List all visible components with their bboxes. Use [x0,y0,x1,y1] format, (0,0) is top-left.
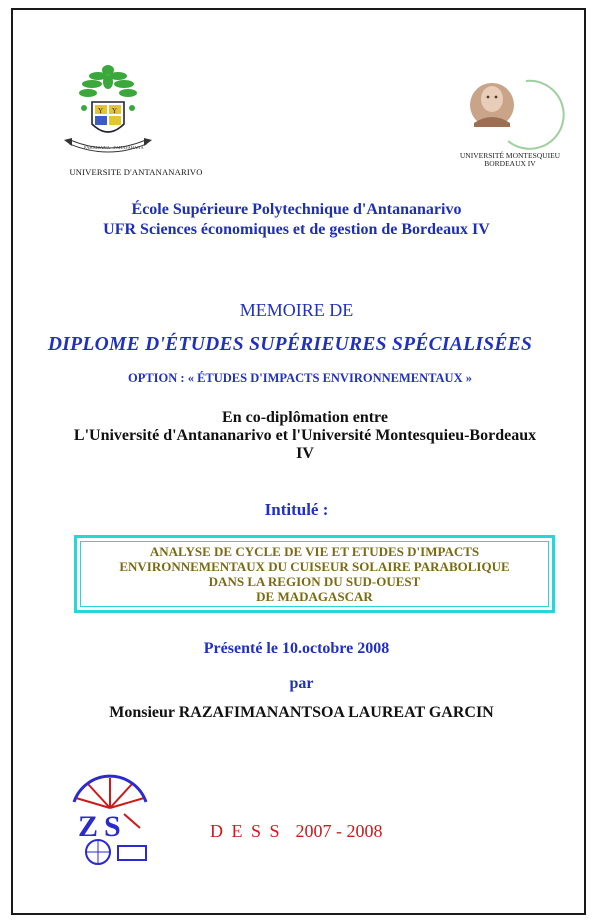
svg-text:Z: Z [78,810,99,843]
university-right-caption [445,152,575,168]
diplome-heading: DIPLOME D'ÉTUDES SUPÉRIEURES SPÉCIALISÉES [47,334,533,355]
dess-years: 2007 - 2008 [295,821,383,841]
codiplomation-line-1: En co-diplômation entre [222,409,388,426]
memoire-heading: MEMOIRE DE [239,300,354,320]
dess-line [210,821,383,842]
svg-text:Y: Y [112,107,118,115]
presentation-date: Présenté le 10.octobre 2008 [203,640,390,657]
montesquieu-portrait-icon [440,75,580,150]
intitule-label: Intitulé : [264,500,329,519]
thesis-title-line-3: DANS LA REGION DU SUD-OUEST [208,574,421,589]
codiplomation-line-3: IV [296,445,314,462]
dess-label: D E S S [210,821,282,841]
svg-text:Y: Y [98,107,104,115]
university-left-caption: UNIVERSITE D'ANTANANARIVO [69,167,203,177]
svg-text:S: S [104,810,121,843]
university-antananarivo-seal-icon [62,62,212,167]
school-line-1: École Supérieure Polytechnique d'Antananarivo [131,201,462,218]
author-name: Monsieur RAZAFIMANANTSOA LAUREAT GARCIN [109,704,494,721]
espa-logo-icon [66,772,154,868]
thesis-title-line-2: ENVIRONNEMENTAUX DU CUISEUR SOLAIRE PARABOLIQUE [119,559,510,574]
school-line-2: UFR Sciences économiques et de gestion de Bordeaux IV [103,221,490,238]
codiplomation-line-2: L'Université d'Antananarivo et l'Université Montesquieu-Bordeaux [73,427,537,444]
option-line: OPTION : « ÉTUDES D'IMPACTS ENVIRONNEMENTAUX » [127,371,472,385]
university-right-caption-line2: BORDEAUX IV [484,159,536,168]
school-names [0,200,593,240]
thesis-title [77,544,552,604]
university-right-caption-line1: UNIVERSITÉ MONTESQUIEU [459,151,561,160]
svg-text:FAHAIZANA · FAHAFAHANA: FAHAIZANA · FAHAFAHANA [84,145,144,150]
codiplomation-block [30,409,580,463]
par-label: par [289,675,314,692]
thesis-title-box [74,535,555,613]
thesis-title-line-4: DE MADAGASCAR [256,589,373,604]
thesis-title-line-1: ANALYSE DE CYCLE DE VIE ET ETUDES D'IMPACTS [149,544,480,559]
